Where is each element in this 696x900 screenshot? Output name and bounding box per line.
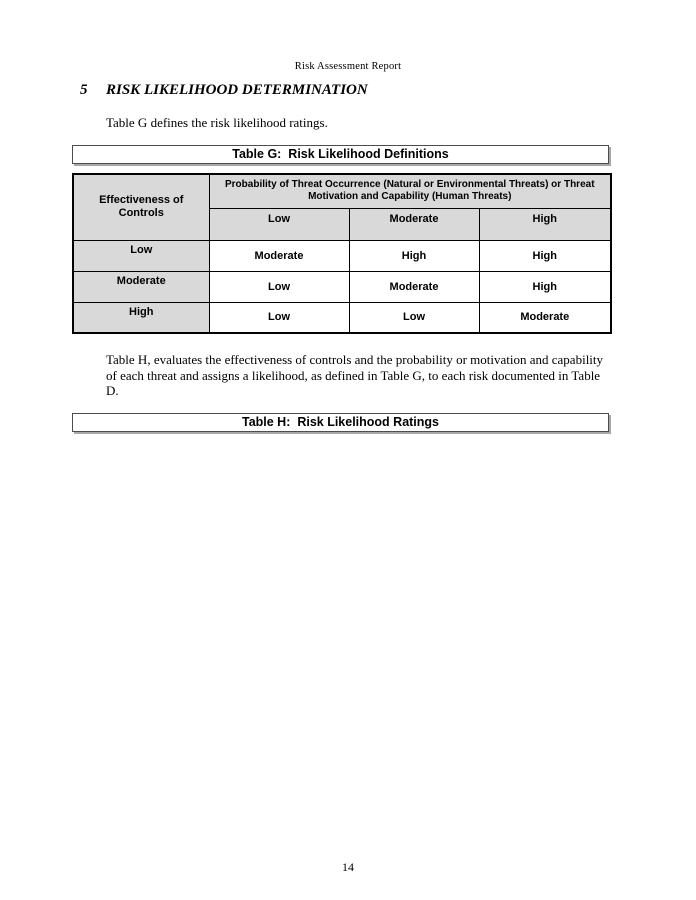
value-cell: Low [209, 271, 349, 302]
corner-header-cell: Effectiveness of Controls [73, 174, 209, 240]
value-cell: High [349, 240, 479, 271]
section-heading [80, 82, 368, 99]
value-cell: High [479, 240, 611, 271]
row-label-cell: High [73, 302, 209, 333]
report-header: Risk Assessment Report [294, 61, 402, 72]
section-title: RISK LIKELIHOOD DETERMINATION [106, 82, 368, 98]
value-cell: Moderate [479, 302, 611, 333]
intro-paragraph: Table G defines the risk likelihood ratings. [106, 115, 328, 130]
column-header-moderate: Moderate [349, 208, 479, 240]
row-label-cell: Low [73, 240, 209, 271]
table-h-paragraph: Table H, evaluates the effectiveness of controls and the probability or motivation and capability of each threat and assigns a likelihood, as defined in Table G, to each risk documented in Table D. [106, 352, 604, 398]
table-row [73, 302, 611, 333]
row-label-cell: Moderate [73, 271, 209, 302]
section-number: 5 [80, 82, 88, 98]
column-header-low: Low [209, 208, 349, 240]
value-cell: Low [209, 302, 349, 333]
table-g-title-box: Table G: Risk Likelihood Definitions [72, 145, 609, 164]
table-row [73, 240, 611, 271]
probability-header-cell: Probability of Threat Occurrence (Natural or Environmental Threats) or Threat Motivation and Capability (Human Threats) [209, 174, 611, 208]
table-row [73, 271, 611, 302]
table-g [72, 173, 612, 334]
page-number: 14 [342, 860, 354, 874]
value-cell: Low [349, 302, 479, 333]
value-cell: Moderate [209, 240, 349, 271]
table-g-header-row-1 [73, 174, 611, 208]
value-cell: Moderate [349, 271, 479, 302]
table-h-title-box: Table H: Risk Likelihood Ratings [72, 413, 609, 432]
value-cell: High [479, 271, 611, 302]
column-header-high: High [479, 208, 611, 240]
